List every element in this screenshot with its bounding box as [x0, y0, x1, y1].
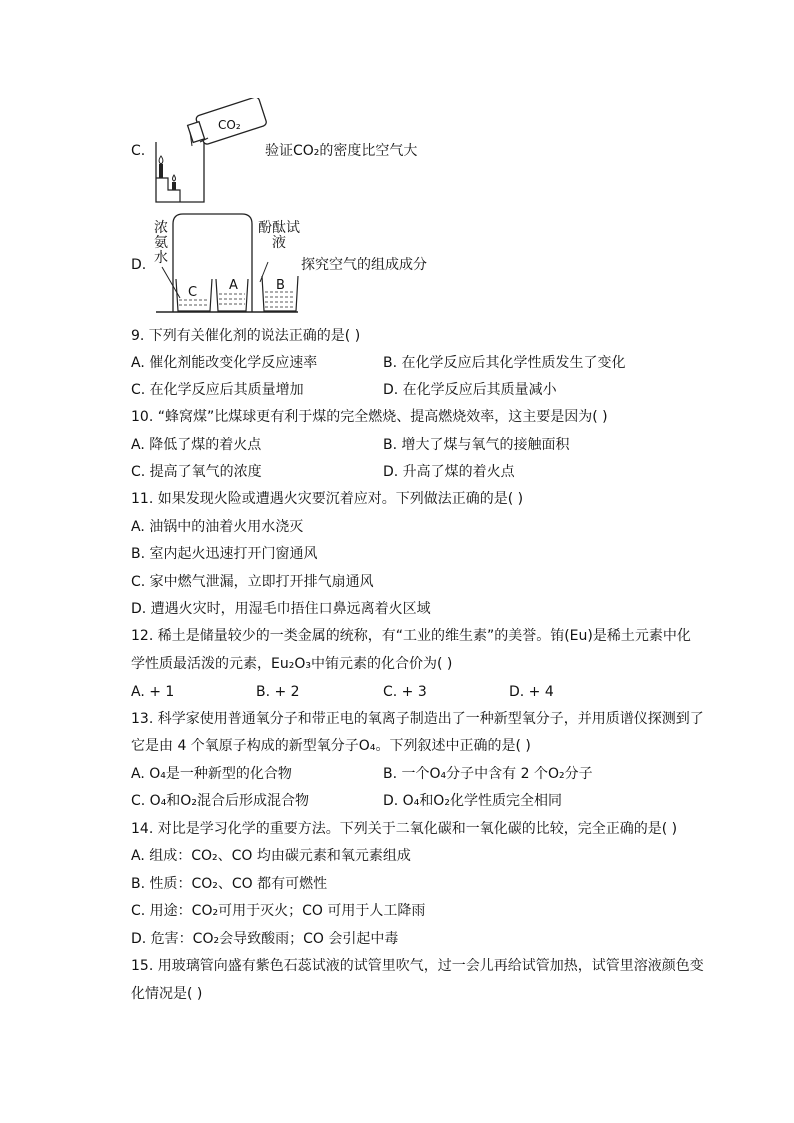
air-composition-apparatus [150, 212, 300, 316]
q13-option-c: C. O₄和O₂混合后形成混合物 [131, 793, 309, 809]
q14-option-b: B. 性质：CO₂、CO 都有可燃性 [131, 876, 328, 892]
co2-density-apparatus [150, 98, 270, 204]
q12-option-b: B. + 2 [256, 684, 300, 700]
q13-stem-line2: 它是由 4 个氧原子构成的新型氧分子O₄。下列叙述中正确的是( ) [131, 738, 531, 754]
option-d-label: D. [131, 257, 147, 273]
q11-stem: 11. 如果发现火险或遭遇火灾要沉着应对。下列做法正确的是( ) [131, 491, 524, 507]
q15-stem-line1: 15. 用玻璃管向盛有紫色石蕊试液的试管里吹气，过一会儿再给试管加热，试管里溶液颜色变 [131, 958, 704, 974]
q10-option-c: C. 提高了氧气的浓度 [131, 464, 262, 480]
q13-option-b: B. 一个O₄分子中含有 2 个O₂分子 [383, 766, 593, 782]
q14-stem: 14. 对比是学习化学的重要方法。下列关于二氧化碳和一氧化碳的比较，完全正确的是( ) [131, 821, 678, 837]
q12-option-d: D. + 4 [509, 684, 554, 700]
co2-bottle-label: CO₂ [218, 118, 241, 132]
q9-option-c: C. 在化学反应后其质量增加 [131, 382, 304, 398]
q12-stem-line2: 学性质最活泼的元素，Eu₂O₃中铕元素的化合价为( ) [131, 656, 453, 672]
q9-option-d: D. 在化学反应后其质量减小 [383, 382, 557, 398]
option-d-caption: 探究空气的组成成分 [301, 257, 427, 273]
beaker-c-label: C [188, 285, 198, 300]
q9-option-a: A. 催化剂能改变化学反应速率 [131, 355, 318, 371]
q11-option-a: A. 油锅中的油着火用水浇灭 [131, 519, 304, 535]
q11-option-c: C. 家中燃气泄漏，立即打开排气扇通风 [131, 574, 374, 590]
q12-stem-line1: 12. 稀土是储量较少的一类金属的统称，有“工业的维生素”的美誉。铕(Eu)是稀土元素中化 [131, 628, 691, 644]
q11-option-d: D. 遭遇火灾时，用湿毛巾捂住口鼻远离着火区域 [131, 601, 431, 617]
q13-option-a: A. O₄是一种新型的化合物 [131, 766, 292, 782]
q14-option-c: C. 用途：CO₂可用于灭火；CO 可用于人工降雨 [131, 903, 426, 919]
beaker-b-label: B [276, 278, 285, 293]
ammonia-label: 浓氨水 [154, 220, 168, 266]
q10-option-a: A. 降低了煤的着火点 [131, 437, 262, 453]
phenolphthalein-label: 酚酞试液 [258, 220, 300, 251]
q15-stem-line2: 化情况是( ) [131, 986, 203, 1002]
q13-stem-line1: 13. 科学家使用普通氧分子和带正电的氧离子制造出了一种新型氧分子，并用质谱仪探测到了 [131, 711, 704, 727]
option-c-label: C. [131, 143, 146, 159]
q14-option-d: D. 危害：CO₂会导致酸雨；CO 会引起中毒 [131, 931, 399, 947]
q14-option-a: A. 组成：CO₂、CO 均由碳元素和氧元素组成 [131, 848, 411, 864]
q13-option-d: D. O₄和O₂化学性质完全相同 [383, 793, 562, 809]
q10-option-d: D. 升高了煤的着火点 [383, 464, 515, 480]
q10-stem: 10. “蜂窝煤”比煤球更有利于煤的完全燃烧、提高燃烧效率，这主要是因为( ) [131, 409, 608, 425]
beaker-a-label: A [229, 278, 238, 293]
q11-option-b: B. 室内起火迅速打开门窗通风 [131, 546, 318, 562]
q12-option-a: A. + 1 [131, 684, 175, 700]
q10-option-b: B. 增大了煤与氧气的接触面积 [383, 437, 570, 453]
q9-option-b: B. 在化学反应后其化学性质发生了变化 [383, 355, 626, 371]
q12-option-c: C. + 3 [383, 684, 427, 700]
option-c-caption: 验证CO₂的密度比空气大 [265, 143, 418, 159]
q9-stem: 9. 下列有关催化剂的说法正确的是( ) [131, 328, 361, 344]
